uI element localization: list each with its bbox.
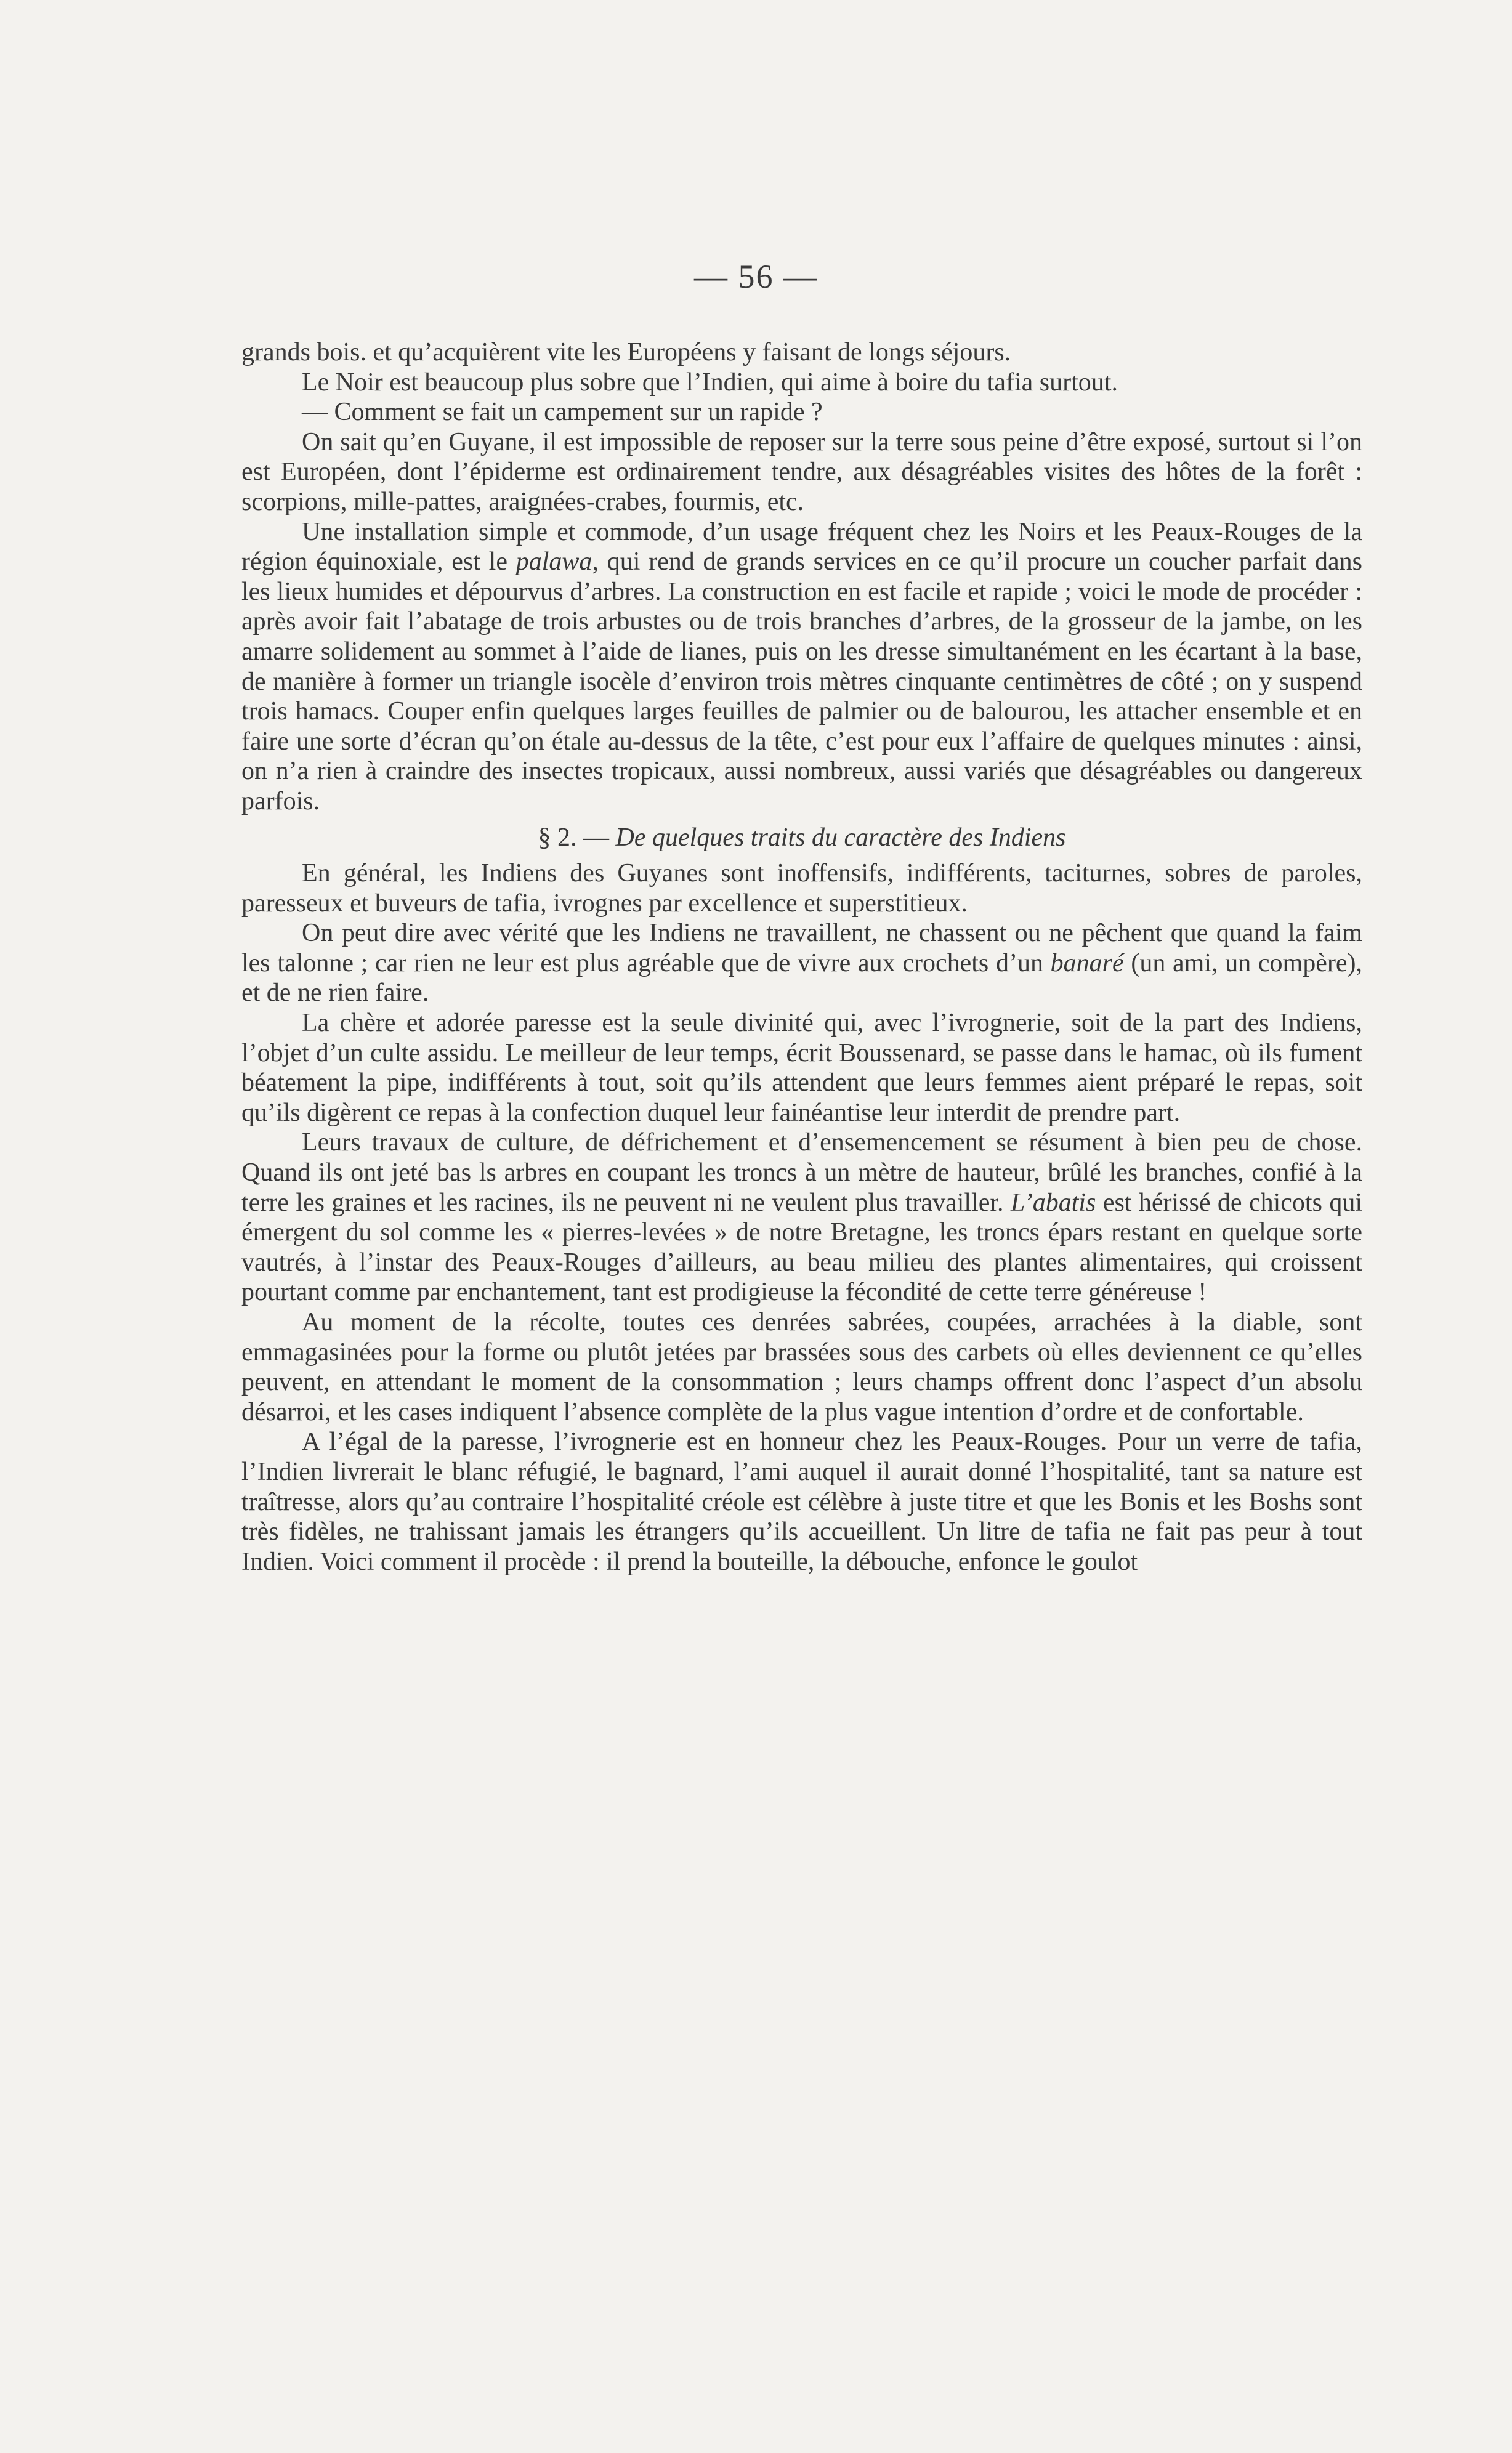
page-number: — 56 — (694, 258, 818, 295)
section-heading (241, 823, 1362, 853)
paragraph: La chère et adorée paresse est la seule divinité qui, avec l’ivrognerie, soit de la part des Indiens, l’objet d’un culte assidu. Le meilleur de leur temps, écrit Boussenard, se passe dans le hamac, où ils fument béatement la pipe, indifférents à tout, soit qu’ils attendent que leurs femmes aient préparé le repas, soit qu’ils digèrent ce repas à la confection duquel leur fainéantise leur interdit de prendre part. (241, 1009, 1362, 1127)
text-run: On peut dire avec vérité que les Indiens ne travaillent, ne chassent ou ne pêchent que quand la faim les talonne ; car rien ne leur est plus agréable que de vivre aux crochets d’un (241, 919, 1362, 977)
paragraph: — Comment se fait un campement sur un rapide ? (302, 398, 823, 427)
paragraph: On sait qu’en Guyane, il est impossible de reposer sur la terre sous peine d’être exposé, surtout si l’on est Européen, dont l’épiderme est ordinairement tendre, aux désagréables visites des hôtes de la forêt : scorpions, mille-pattes, araignées-crabes, fourmis, etc. (241, 427, 1362, 516)
section-number: § 2. — (538, 823, 616, 852)
text-run: (un ami, un compère), et de ne rien faire. (241, 948, 1362, 1008)
text-run: Leurs travaux de culture, de défrichement et d’ensemencement se résument à bien peu de chose. Quand ils ont jeté bas ls arbres en coupant les troncs à un mètre de hauteur, brûlé les branches, confié à la terre les graines et les racines, ils ne peuvent ni ne veulent plus travailler. (241, 1128, 1362, 1217)
paragraph (241, 918, 1362, 1008)
paragraph (241, 517, 1362, 817)
paragraph: A l’égal de la paresse, l’ivrognerie est en honneur chez les Peaux-Rouges. Pour un verre de tafia, l’Indien livrerait le blanc réfugié, le bagnard, l’ami auquel il aurait donné l’hospitalité, tant sa nature est traîtresse, alors qu’au contraire l’hospitalité créole est célèbre à juste titre et que les Bonis et les Boshs sont très fidèles, ne trahissant jamais les étrangers qu’ils accueillent. Un litre de tafia ne fait pas peur à tout Indien. Voici comment il procède : il prend la bouteille, la débouche, enfonce le goulot (241, 1428, 1362, 1576)
italic-term: L’abatis (1010, 1188, 1096, 1217)
text-run: , qui rend de grands services en ce qu’il procure un coucher parfait dans les lieux humides et dépourvus d’arbres. La construction en est facile et rapide ; voici le mode de procéder : après avoir fait l’abatage de trois arbustes ou de trois branches d’arbres, de la grosseur de la jambe, on les amarre solidement au sommet à l’aide de lianes, puis on les dresse simultanément en les écartant à la base, de manière à former un triangle isocèle d’environ trois mètres cinquante centimètres de côté ; on y suspend trois hamacs. Couper enfin quelques larges feuilles de palmier ou de balourou, les attacher ensemble et en faire une sorte d’écran qu’on étale au-dessus de la tête, c’est pour eux l’affaire de quelques minutes : ainsi, on n’a rien à craindre des insectes tropicaux, aussi nombreux, aussi variés que désagréables ou dangereux parfois. (241, 548, 1362, 815)
paragraph: Le Noir est beaucoup plus sobre que l’Indien, qui aime à boire du tafia surtout. (302, 368, 1118, 397)
section-title: De quelques traits du caractère des Indiens (615, 823, 1066, 852)
text-run: Une installation simple et commode, d’un usage fréquent chez les Noirs et les Peaux-Rouges de la région équinoxiale, est le (241, 517, 1362, 576)
paragraph (241, 1128, 1362, 1307)
body-text (241, 337, 1362, 1577)
italic-term: banaré (1050, 948, 1124, 977)
paragraph: En général, les Indiens des Guyanes sont inoffensifs, indifférents, taciturnes, sobres de paroles, paresseux et buveurs de tafia, ivrognes par excellence et superstitieux. (241, 859, 1362, 918)
paragraph: Au moment de la récolte, toutes ces denrées sabrées, coupées, arrachées à la diable, sont emmagasinées pour la forme ou plutôt jetées par brassées sous des carbets où elles deviennent ce qu’elles peuvent, en attendant le moment de la consommation ; leurs champs offrent donc l’aspect d’un absolu désarroi, et les cases indiquent l’absence complète de la plus vague intention d’ordre et de confortable. (241, 1308, 1362, 1426)
text-run: est hérissé de chicots qui émergent du sol comme les « pierres-levées » de notre Bretagne, les troncs épars restant en quelque sorte vautrés, à l’instar des Peaux-Rouges d’ailleurs, au beau milieu des plantes alimentaires, qui croissent pourtant comme par enchantement, tant est prodigieuse la fécondité de cette terre généreuse ! (241, 1188, 1363, 1307)
italic-term: palawa (515, 548, 592, 576)
paragraph: grands bois. et qu’acquièrent vite les Européens y faisant de longs séjours. (241, 338, 1011, 366)
